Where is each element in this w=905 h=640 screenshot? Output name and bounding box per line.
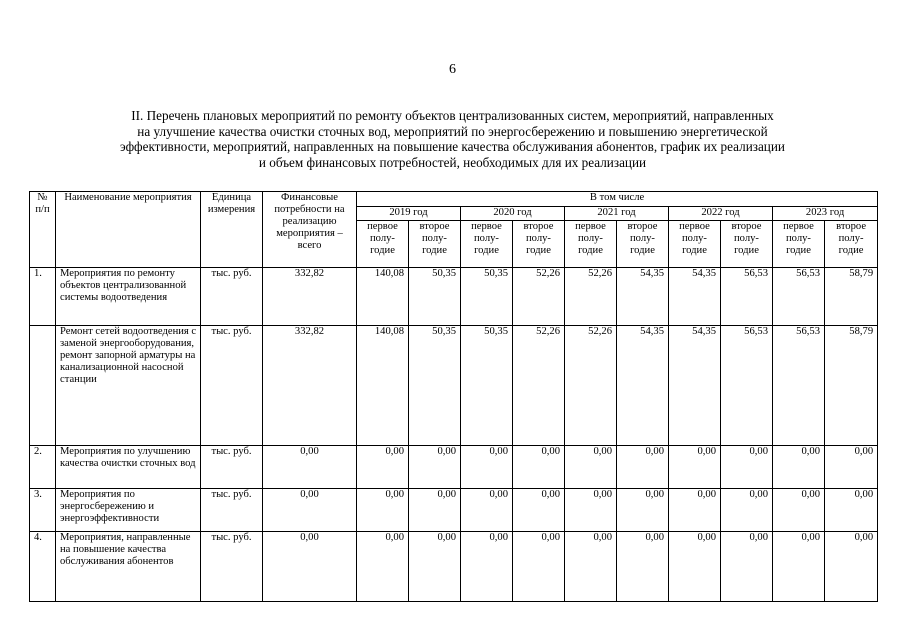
row-value: 50,35 (409, 268, 461, 326)
row-value: 52,26 (513, 268, 565, 326)
header-half-second: второе полу-годие (825, 221, 878, 268)
row-value: 56,53 (773, 326, 825, 446)
row-unit: тыс. руб. (201, 532, 263, 602)
row-value: 0,00 (669, 489, 721, 532)
header-half-second: второе полу-годие (617, 221, 669, 268)
header-half-first: первое полу-годие (565, 221, 617, 268)
row-num: 2. (30, 446, 56, 489)
row-value: 0,00 (461, 489, 513, 532)
table-row (30, 268, 878, 326)
row-value: 0,00 (617, 532, 669, 602)
row-unit: тыс. руб. (201, 446, 263, 489)
row-value: 0,00 (409, 489, 461, 532)
header-half-second: второе полу-годие (513, 221, 565, 268)
header-year: 2022 год (669, 207, 773, 221)
row-value: 0,00 (669, 446, 721, 489)
row-total: 0,00 (263, 446, 357, 489)
row-value: 52,26 (565, 326, 617, 446)
row-value: 56,53 (773, 268, 825, 326)
header-unit: Единица измерения (201, 192, 263, 268)
row-value: 0,00 (409, 446, 461, 489)
header-finance: Финансовые потребности на реализацию мероприятия – всего (263, 192, 357, 268)
header-year: 2021 год (565, 207, 669, 221)
heading-line: на улучшение качества очистки сточных вод, мероприятий по энергосбережению и повышению энергетической (137, 123, 768, 139)
heading-line: II. Перечень плановых мероприятий по ремонту объектов централизованных систем, мероприятий, направленных (131, 108, 774, 123)
row-value: 0,00 (721, 532, 773, 602)
row-value: 140,08 (357, 326, 409, 446)
row-value: 0,00 (617, 446, 669, 489)
row-value: 0,00 (357, 446, 409, 489)
row-total: 332,82 (263, 326, 357, 446)
row-value: 0,00 (825, 489, 878, 532)
row-name: Мероприятия по энергосбережению и энергоэффективности (56, 489, 201, 532)
header-half-first: первое полу-годие (461, 221, 513, 268)
heading-line: и объем финансовых потребностей, необходимых для их реализации (258, 154, 647, 170)
row-unit: тыс. руб. (201, 268, 263, 326)
header-year: 2020 год (461, 207, 565, 221)
row-num (30, 326, 56, 446)
row-value: 0,00 (565, 489, 617, 532)
row-value: 140,08 (357, 268, 409, 326)
row-value: 0,00 (617, 489, 669, 532)
row-num: 4. (30, 532, 56, 602)
header-half-second: второе полу-годие (721, 221, 773, 268)
row-value: 0,00 (565, 532, 617, 602)
header-half-second: второе полу-годие (409, 221, 461, 268)
row-value: 56,53 (721, 326, 773, 446)
row-value: 50,35 (461, 268, 513, 326)
table-row (30, 532, 878, 602)
row-total: 0,00 (263, 489, 357, 532)
row-value: 58,79 (825, 326, 878, 446)
page-number: 6 (449, 62, 456, 77)
row-value: 0,00 (409, 532, 461, 602)
row-unit: тыс. руб. (201, 489, 263, 532)
row-name: Мероприятия по ремонту объектов централизованной системы водоотведения (56, 268, 201, 326)
header-half-first: первое полу-годие (669, 221, 721, 268)
row-value: 54,35 (669, 268, 721, 326)
row-value: 54,35 (669, 326, 721, 446)
row-total: 0,00 (263, 532, 357, 602)
row-value: 0,00 (461, 532, 513, 602)
header-half-first: первое полу-годие (773, 221, 825, 268)
row-num: 3. (30, 489, 56, 532)
row-value: 0,00 (357, 532, 409, 602)
row-value: 0,00 (669, 532, 721, 602)
row-value: 50,35 (461, 326, 513, 446)
header-including: В том числе (357, 192, 878, 207)
row-value: 0,00 (513, 489, 565, 532)
row-value: 0,00 (773, 532, 825, 602)
header-year: 2023 год (773, 207, 878, 221)
row-value: 50,35 (409, 326, 461, 446)
header-half-first: первое полу-годие (357, 221, 409, 268)
row-name: Мероприятия по улучшению качества очистки сточных вод (56, 446, 201, 489)
section-heading (40, 108, 865, 170)
header-name: Наименование мероприятия (56, 192, 201, 268)
row-value: 56,53 (721, 268, 773, 326)
measures-table (29, 191, 878, 602)
table-row (30, 326, 878, 446)
row-name: Мероприятия, направленные на повышение качества обслуживания абонентов (56, 532, 201, 602)
row-value: 58,79 (825, 268, 878, 326)
row-value: 0,00 (513, 532, 565, 602)
row-value: 0,00 (721, 446, 773, 489)
heading-line: эффективности, мероприятий, направленных на повышение качества обслуживания абонентов, график их реализации (120, 139, 785, 154)
row-value: 52,26 (565, 268, 617, 326)
row-name: Ремонт сетей водоотведения с заменой энергооборудования, ремонт запорной арматуры на канализационной насосной станции (56, 326, 201, 446)
header-num: № п/п (30, 192, 56, 268)
row-value: 54,35 (617, 326, 669, 446)
row-total: 332,82 (263, 268, 357, 326)
row-value: 0,00 (825, 532, 878, 602)
row-value: 0,00 (513, 446, 565, 489)
table-row (30, 446, 878, 489)
table-row (30, 489, 878, 532)
row-value: 0,00 (565, 446, 617, 489)
row-unit: тыс. руб. (201, 326, 263, 446)
row-value: 0,00 (721, 489, 773, 532)
row-value: 0,00 (773, 446, 825, 489)
row-value: 0,00 (357, 489, 409, 532)
header-year: 2019 год (357, 207, 461, 221)
row-value: 52,26 (513, 326, 565, 446)
row-num: 1. (30, 268, 56, 326)
row-value: 0,00 (461, 446, 513, 489)
row-value: 54,35 (617, 268, 669, 326)
row-value: 0,00 (825, 446, 878, 489)
row-value: 0,00 (773, 489, 825, 532)
